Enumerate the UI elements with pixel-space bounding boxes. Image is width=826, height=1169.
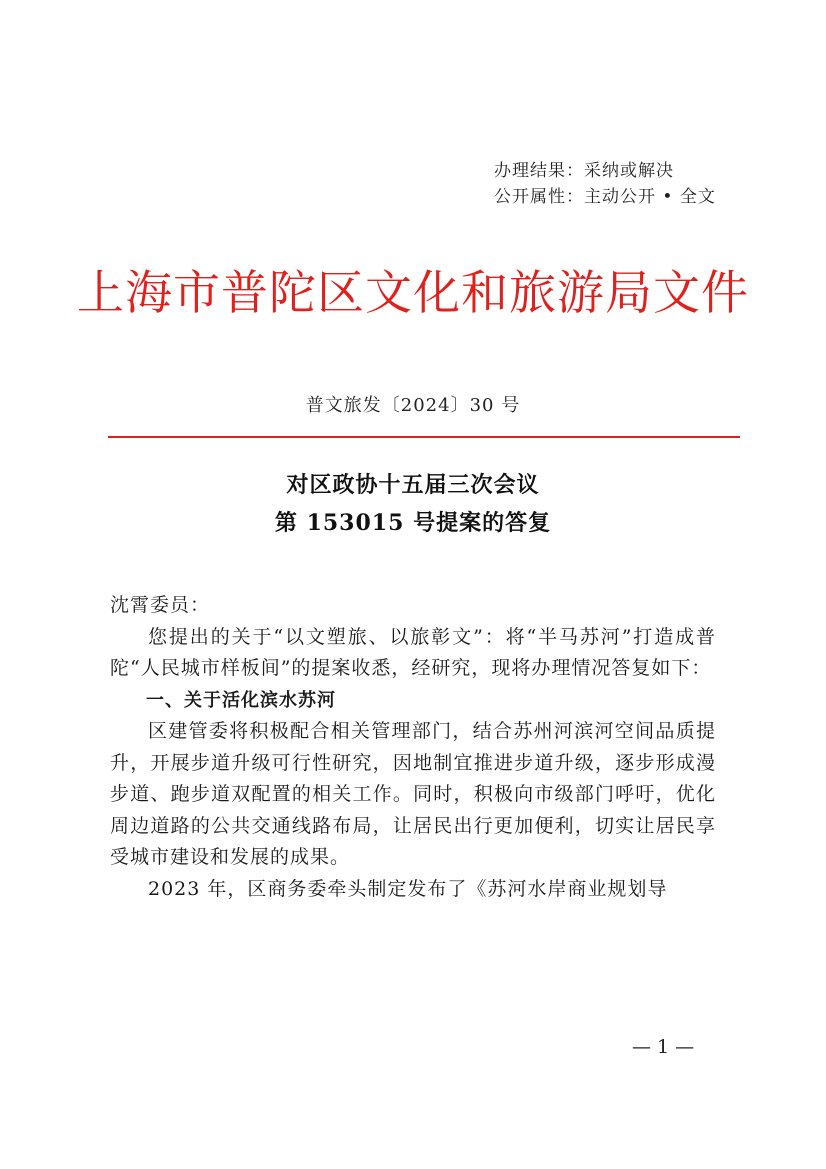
- title-line-1: 对区政协十五届三次会议: [286, 472, 540, 498]
- salutation: 沈霄委员：: [110, 594, 211, 616]
- document-body: [110, 590, 716, 905]
- document-masthead: 上海市普陀区文化和旅游局文件: [77, 266, 749, 321]
- document-title: [0, 466, 826, 542]
- title-line-2: 第 153015 号提案的答复: [274, 510, 552, 536]
- disclosure-attribute: 公开属性：主动公开 • 全文: [494, 187, 716, 207]
- document-metadata: [494, 158, 716, 210]
- body-paragraph: 2023 年，区商务委牵头制定发布了《苏河水岸商业规划导: [148, 877, 668, 900]
- body-paragraph: 区建管委将积极配合相关管理部门，结合苏州河滨河空间品质提升，开展步道升级可行性研究，因地制宜推进步道升级，逐步形成漫步道、跑步道双配置的相关工作。同时，积极向市级部门呼吁，优化周边道路的公共交通线路布局，让居民出行更加便利，切实让居民享受城市建设和发展的成果。: [110, 720, 716, 868]
- document-number: 普文旅发〔2024〕30 号: [305, 395, 521, 416]
- intro-paragraph: 您提出的关于“以文塑旅、以旅彰文”：将“半马苏河”打造成普陀“人民城市样板间”的提案收悉，经研究，现将办理情况答复如下：: [110, 625, 716, 679]
- handling-result: 办理结果：采纳或解决: [494, 161, 674, 181]
- red-divider-line: [108, 436, 740, 438]
- section-heading: 一、关于活化滨水苏河: [146, 689, 336, 711]
- page-number: — 1 —: [632, 1036, 695, 1058]
